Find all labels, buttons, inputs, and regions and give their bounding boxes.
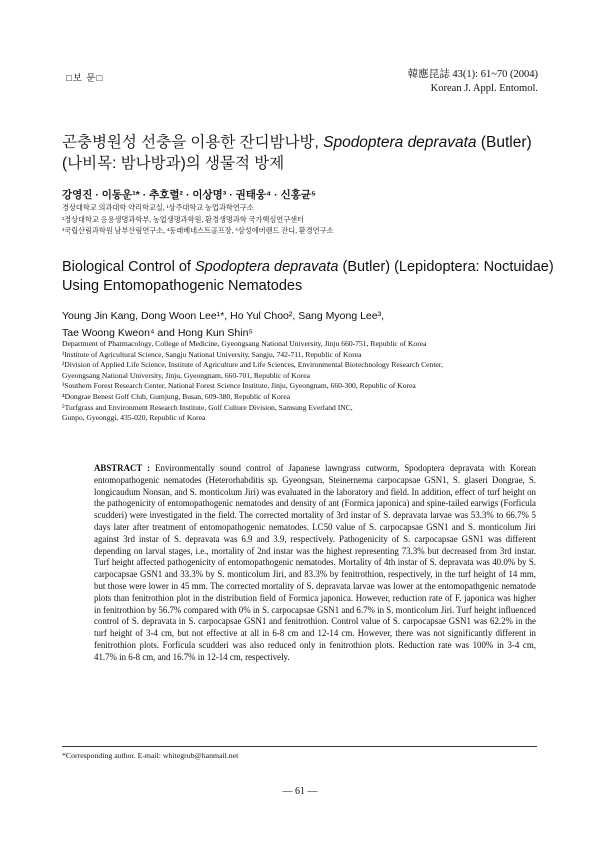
english-affiliation-line: ³Southern Forest Research Center, National Forest Science Institute, Jinju, Gyeongnam, 660-300, Republic of Korea (62, 381, 416, 391)
english-title-part1: Biological Control of (62, 259, 195, 275)
korean-affiliation-line: ²경상대학교 응용생명과학부, 농업생명과학원, 환경생명과학 국가핵심연구센터 (62, 215, 305, 224)
english-title (62, 258, 562, 296)
korean-authors: 강영진 · 이동운¹* · 추호렬² · 이상명³ · 권태웅⁴ · 신홍균⁵ (62, 189, 316, 201)
english-affiliation-line: Gyeongsang National University, Jinju, Gyeongnam, 660-701, Republic of Korea (62, 370, 310, 380)
english-title-line2: Using Entomopathogenic Nematodes (62, 278, 303, 294)
article-category: □보 문□ (66, 74, 104, 84)
korean-title-line2: (나비목: 밤나방과)의 생물적 방제 (62, 155, 285, 172)
abstract-label: ABSTRACT : (94, 463, 151, 473)
korean-affiliations (62, 203, 542, 238)
english-affiliation-line: ⁴Dongrae Benest Golf Club, Gumjung, Busan, 609-380, Republic of Korea (62, 391, 291, 401)
abstract (94, 463, 536, 664)
abstract-text: Environmentally sound control of Japanese lawngrass cutworm, Spodoptera depravata with Korean entomopathogenic nematodes (Heterorhabditis sp. Gyeongsan, Steinernema carpocapsae GSN1, S. glaseri Dongrae, S. longicaudum Nonsan, and S. monticolum Jiri) was evaluated in the laboratory and field. In addition, effect of turf height on the pathogenicity of entomopathogenic nematodes and density of ant (Formica japonica) and spine-tailed earwigs (Forficula scudderi) were investigated in the field. The corrected mortality of 3rd instar of S. depravata larvae was 53.3% to 66.7% 5 days later after treatment of entomopathogenic nematodes. LC50 value of S. carpocapsae GSN1 and S. monticolum Jiri against 3rd instar of S. depravata was 6.9 and 3.9, respectively. Pathogenicity of S. carpocapsae GSN1 was different depending on larval stages, i.e., mortality of 2nd instar was the highest representing 73.3% but decreased from 3rd instar. Turf height affected pathogenicity of entomopathogenic nematodes. Mortality of 4th instar of S. depravata was 40.0% by S. carpocapsae GSN1 and 33.3% by S. monticolum Jiri, and 83.3% by fenitrothion, respectively, in the turf height of 14 mm, but those were lower in 45 mm. The corrected mortality of S. depravata larvae was lower at the entomopathgenic nematode plots than fenitrothion plot in the distribution field of Formica japonica. However, reduction rate of F. japonica was higher in fenitrothion by 56.7% compared with 0% in S. carpocapsae GSN1 and 6.7% in S. monticolum Jiri. Turf height influenced control of S. depravata in S. carpocapsae GSN1 and fenitrothion. Control value of S. carpocapsae GSN1 was 62.2% in the turf height of 3-4 cm, but not effective at all in 6-8 cm and 12-14 cm. However, there was not significantly different in fenitrothion plots. Forficula scudderi was also reduced only in fenitrothion plots. Reduction rate was 100% in 3-4 cm, 41.7% in 6-8 cm, and 16.7% in 12-14 cm, respectively. (94, 463, 536, 662)
english-affiliations (62, 339, 552, 424)
journal-citation-korean: 韓應昆誌 43(1): 61~70 (2004) (407, 69, 538, 80)
english-affiliation-line: ¹Institute of Agricultural Science, Sangju National University, Sangju, 742-711, Republic of Korea (62, 349, 362, 359)
english-title-part2: (Butler) (Lepidoptera: Noctuidae) (338, 259, 554, 275)
korean-affiliation-line: ³국립산림과학원 남부산림연구소, ⁴동래베네스트골프장, ⁵삼성에버랜드 잔디, 환경연구소 (62, 227, 334, 235)
english-authors-line: Tae Woong Kweon⁴ and Hong Kun Shin⁵ (62, 327, 253, 339)
journal-name-english: Korean J. Appl. Entomol. (430, 83, 538, 94)
page-number: — 61 — (282, 786, 318, 797)
korean-title (62, 132, 542, 174)
korean-title-part2: (Butler) (476, 134, 532, 151)
english-affiliation-line: ²Division of Applied Life Science, Institute of Agriculture and Life Sciences, Environmental Biotechnology Research Center, (62, 360, 443, 370)
english-affiliation-line: Department of Pharmacology, College of Medicine, Gyeongsang National University, Jinju 660-751, Republic of Korea (62, 339, 427, 348)
english-authors-line: Young Jin Kang, Dong Woon Lee¹*, Ho Yul Choo², Sang Myong Lee³, (62, 310, 385, 322)
korean-affiliation-line: 경상대학교 의과대학 약리학교실, ¹상주대학교 농업과학연구소 (62, 204, 254, 212)
english-affiliation-line: ⁵Turfgrass and Environment Research Institute, Golf Culture Division, Samsung Everland INC, (62, 402, 353, 412)
footnote-divider (62, 746, 537, 747)
journal-citation (408, 68, 538, 96)
korean-title-part1: 곤충병원성 선충을 이용한 잔디밤나방, (62, 134, 324, 151)
english-affiliation-line: Gunpo, Gyeonggi, 435-020, Republic of Korea (62, 413, 206, 423)
corresponding-author-footnote: *Corresponding author. E-mail: whitegrub@hanmail.net (62, 751, 239, 760)
english-title-species: Spodoptera depravata (195, 259, 339, 275)
korean-title-species: Spodoptera depravata (323, 134, 477, 151)
english-authors (62, 308, 542, 342)
